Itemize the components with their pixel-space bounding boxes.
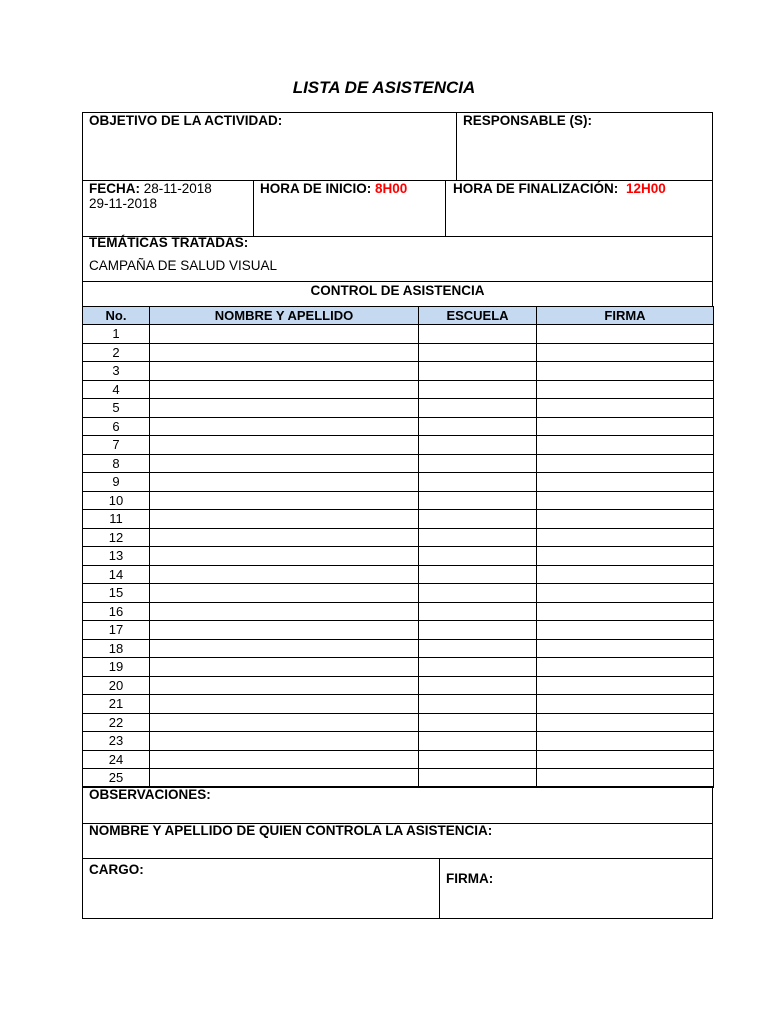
table-row — [83, 676, 714, 695]
firma-cell[interactable] — [537, 491, 714, 510]
controla-label: NOMBRE Y APELLIDO DE QUIEN CONTROLA LA ASISTENCIA: — [89, 823, 493, 838]
escuela-cell[interactable] — [419, 713, 537, 732]
row-number: 21 — [83, 695, 150, 714]
firma-cell[interactable] — [537, 732, 714, 751]
table-row — [83, 658, 714, 677]
nombre-cell[interactable] — [150, 491, 419, 510]
table-row — [83, 639, 714, 658]
row-number: 14 — [83, 565, 150, 584]
nombre-cell[interactable] — [150, 732, 419, 751]
table-row — [83, 417, 714, 436]
tematicas-label: TEMÁTICAS TRATADAS: — [89, 235, 249, 250]
nombre-cell[interactable] — [150, 343, 419, 362]
escuela-cell[interactable] — [419, 732, 537, 751]
escuela-cell[interactable] — [419, 565, 537, 584]
fecha-label: FECHA: — [89, 181, 140, 196]
firma-cell[interactable] — [537, 417, 714, 436]
firma-cell[interactable] — [537, 658, 714, 677]
table-row — [83, 510, 714, 529]
header-section — [82, 112, 713, 307]
escuela-cell[interactable] — [419, 417, 537, 436]
firma-cell[interactable] — [537, 584, 714, 603]
firma-cell[interactable] — [537, 750, 714, 769]
firma-cell[interactable] — [537, 565, 714, 584]
table-row — [83, 750, 714, 769]
firma-label: FIRMA: — [446, 871, 494, 886]
table-row — [83, 491, 714, 510]
column-header-nombre: NOMBRE Y APELLIDO — [150, 307, 419, 325]
nombre-cell[interactable] — [150, 510, 419, 529]
escuela-cell[interactable] — [419, 436, 537, 455]
escuela-cell[interactable] — [419, 343, 537, 362]
table-row — [83, 732, 714, 751]
hora-inicio-value: 8H00 — [375, 181, 408, 196]
table-row — [83, 621, 714, 640]
table-row — [83, 399, 714, 418]
escuela-cell[interactable] — [419, 547, 537, 566]
row-number: 13 — [83, 547, 150, 566]
responsable-label: RESPONSABLE (S): — [463, 113, 593, 128]
escuela-cell[interactable] — [419, 399, 537, 418]
firma-cell[interactable] — [537, 473, 714, 492]
escuela-cell[interactable] — [419, 639, 537, 658]
divider-row-3 — [82, 281, 713, 282]
fecha-field — [89, 181, 212, 196]
table-row — [83, 695, 714, 714]
nombre-cell[interactable] — [150, 325, 419, 344]
escuela-cell[interactable] — [419, 510, 537, 529]
hora-fin-field — [453, 181, 666, 196]
table-row — [83, 325, 714, 344]
table-row — [83, 584, 714, 603]
escuela-cell[interactable] — [419, 750, 537, 769]
escuela-cell[interactable] — [419, 621, 537, 640]
divider-hora-inicio-fin — [445, 180, 446, 236]
firma-cell[interactable] — [537, 547, 714, 566]
escuela-cell[interactable] — [419, 528, 537, 547]
nombre-cell[interactable] — [150, 565, 419, 584]
nombre-cell[interactable] — [150, 362, 419, 381]
nombre-cell[interactable] — [150, 695, 419, 714]
row-number: 25 — [83, 769, 150, 788]
firma-cell[interactable] — [537, 639, 714, 658]
row-number: 15 — [83, 584, 150, 603]
escuela-cell[interactable] — [419, 491, 537, 510]
row-number: 20 — [83, 676, 150, 695]
escuela-cell[interactable] — [419, 380, 537, 399]
escuela-cell[interactable] — [419, 658, 537, 677]
hora-fin-label: HORA DE FINALIZACIÓN: — [453, 181, 619, 196]
table-header-row — [83, 307, 714, 325]
divider-fecha-hora — [253, 180, 254, 236]
escuela-cell[interactable] — [419, 676, 537, 695]
table-row — [83, 343, 714, 362]
nombre-cell[interactable] — [150, 436, 419, 455]
firma-cell[interactable] — [537, 769, 714, 788]
row-number: 10 — [83, 491, 150, 510]
escuela-cell[interactable] — [419, 454, 537, 473]
firma-cell[interactable] — [537, 676, 714, 695]
row-number: 22 — [83, 713, 150, 732]
nombre-cell[interactable] — [150, 621, 419, 640]
row-number: 1 — [83, 325, 150, 344]
row-number: 11 — [83, 510, 150, 529]
fecha-value-1: 28-11-2018 — [143, 181, 212, 196]
firma-cell[interactable] — [537, 454, 714, 473]
nombre-cell[interactable] — [150, 547, 419, 566]
nombre-cell[interactable] — [150, 676, 419, 695]
firma-cell[interactable] — [537, 510, 714, 529]
firma-cell[interactable] — [537, 380, 714, 399]
row-number: 5 — [83, 399, 150, 418]
row-number: 24 — [83, 750, 150, 769]
tematicas-value: CAMPAÑA DE SALUD VISUAL — [89, 258, 278, 273]
nombre-cell[interactable] — [150, 658, 419, 677]
nombre-cell[interactable] — [150, 454, 419, 473]
observaciones-label: OBSERVACIONES: — [89, 787, 211, 802]
table-row — [83, 547, 714, 566]
fecha-value-2: 29-11-2018 — [89, 196, 158, 211]
nombre-cell[interactable] — [150, 639, 419, 658]
table-row — [83, 565, 714, 584]
escuela-cell[interactable] — [419, 602, 537, 621]
nombre-cell[interactable] — [150, 473, 419, 492]
table-row — [83, 602, 714, 621]
row-number: 19 — [83, 658, 150, 677]
cargo-label: CARGO: — [89, 862, 144, 877]
footer-section — [82, 786, 713, 919]
divider-objetivo-responsable — [456, 112, 457, 180]
row-number: 6 — [83, 417, 150, 436]
firma-cell[interactable] — [537, 621, 714, 640]
firma-cell[interactable] — [537, 602, 714, 621]
hora-inicio-field — [260, 181, 407, 196]
nombre-cell[interactable] — [150, 417, 419, 436]
escuela-cell[interactable] — [419, 325, 537, 344]
objetivo-label: OBJETIVO DE LA ACTIVIDAD: — [89, 113, 283, 128]
table-row — [83, 528, 714, 547]
hora-fin-value: 12H00 — [626, 181, 666, 196]
table-row — [83, 454, 714, 473]
attendance-rows — [83, 325, 714, 788]
firma-cell[interactable] — [537, 325, 714, 344]
row-number: 2 — [83, 343, 150, 362]
column-header-no: No. — [83, 307, 150, 325]
row-number: 17 — [83, 621, 150, 640]
table-row — [83, 436, 714, 455]
firma-cell[interactable] — [537, 362, 714, 381]
column-header-escuela: ESCUELA — [419, 307, 537, 325]
firma-cell[interactable] — [537, 436, 714, 455]
row-number: 23 — [83, 732, 150, 751]
row-number: 4 — [83, 380, 150, 399]
table-row — [83, 473, 714, 492]
firma-cell[interactable] — [537, 343, 714, 362]
column-header-firma: FIRMA — [537, 307, 714, 325]
nombre-cell[interactable] — [150, 750, 419, 769]
row-number: 12 — [83, 528, 150, 547]
row-number: 16 — [83, 602, 150, 621]
firma-cell[interactable] — [537, 399, 714, 418]
attendance-table — [82, 306, 714, 788]
escuela-cell[interactable] — [419, 695, 537, 714]
row-number: 7 — [83, 436, 150, 455]
firma-cell[interactable] — [537, 695, 714, 714]
nombre-cell[interactable] — [150, 528, 419, 547]
divider-footer-2 — [82, 858, 713, 859]
firma-cell[interactable] — [537, 713, 714, 732]
row-number: 9 — [83, 473, 150, 492]
nombre-cell[interactable] — [150, 713, 419, 732]
nombre-cell[interactable] — [150, 380, 419, 399]
escuela-cell[interactable] — [419, 473, 537, 492]
escuela-cell[interactable] — [419, 584, 537, 603]
nombre-cell[interactable] — [150, 602, 419, 621]
row-number: 3 — [83, 362, 150, 381]
firma-cell[interactable] — [537, 528, 714, 547]
table-row — [83, 769, 714, 788]
escuela-cell[interactable] — [419, 769, 537, 788]
nombre-cell[interactable] — [150, 399, 419, 418]
nombre-cell[interactable] — [150, 584, 419, 603]
row-number: 18 — [83, 639, 150, 658]
table-row — [83, 362, 714, 381]
row-number: 8 — [83, 454, 150, 473]
escuela-cell[interactable] — [419, 362, 537, 381]
nombre-cell[interactable] — [150, 769, 419, 788]
table-row — [83, 380, 714, 399]
hora-inicio-label: HORA DE INICIO: — [260, 181, 372, 196]
control-label: CONTROL DE ASISTENCIA — [310, 283, 485, 298]
page-title: LISTA DE ASISTENCIA — [292, 78, 476, 97]
table-row — [83, 713, 714, 732]
divider-cargo-firma — [439, 858, 440, 919]
